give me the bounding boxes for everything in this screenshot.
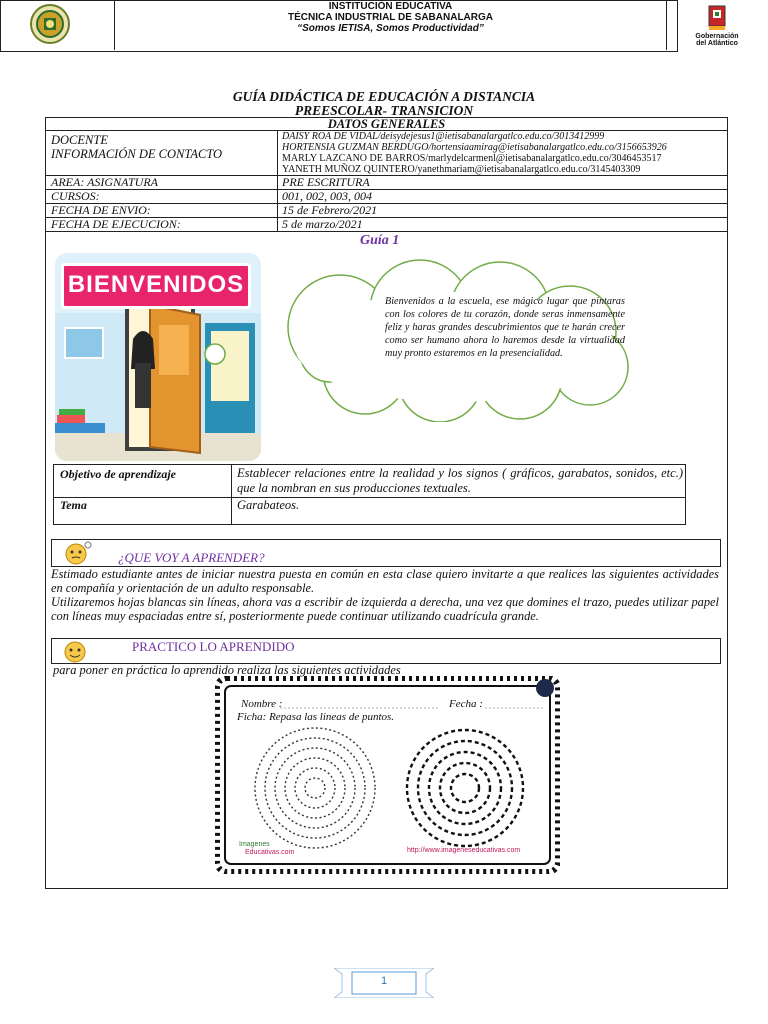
- docente-3: MARLY LAZCANO DE BARROS/marlydelcarmenl@ietisabanalargatlco.edu.co/3046453517: [282, 153, 662, 164]
- aprender-heading-box: [51, 539, 721, 567]
- envio-value: 15 de Febrero/2021: [282, 203, 378, 217]
- smiley-icon: [60, 640, 90, 664]
- school-name: TÉCNICA INDUSTRIAL DE SABANALARGA: [288, 12, 493, 23]
- guia-label: Guía 1: [360, 233, 400, 248]
- school-shield-icon: [0, 0, 114, 50]
- worksheet-instruction: Ficha: Repasa las lineas de puntos.: [237, 711, 395, 723]
- government-logo-cell: [666, 0, 768, 50]
- page-number: 1: [380, 975, 388, 987]
- welcome-banner-text: BIENVENIDOS: [67, 271, 245, 298]
- tema-value: Garabateos.: [237, 498, 300, 512]
- practico-intro: para poner en práctica lo aprendido realiza las siguientes actividades: [53, 663, 401, 677]
- ejecucion-label: FECHA DE EJECUCION:: [51, 217, 181, 231]
- envio-row: [45, 204, 728, 218]
- docente-label: DOCENTE: [51, 133, 108, 147]
- ejecucion-value: 5 de marzo/2021: [282, 217, 363, 231]
- government-name-line2: del Atlántico: [696, 40, 738, 47]
- docente-1: DAISY ROA DE VIDAL/deisydejesus1@ietisabanalargatlco.edu.co/3013412999: [282, 131, 605, 142]
- ejecucion-row: [45, 218, 728, 232]
- envio-label: FECHA DE ENVIO:: [51, 203, 151, 217]
- cursos-row: [45, 190, 728, 204]
- school-slogan: “Somos IETISA, Somos Productividad”: [297, 23, 484, 34]
- docente-2: HORTENSIA GUZMAN BERDUGO/hortensiaamirag@ietisabanalargatlco.edu.co/3156653926: [282, 142, 667, 153]
- area-row: [45, 176, 728, 190]
- guide-subtitle: PREESCOLAR- TRANSICION: [294, 103, 474, 118]
- practico-heading: PRACTICO LO APRENDIDO: [132, 639, 295, 654]
- worksheet-brand-2: Educativas.com: [245, 849, 295, 856]
- thinking-face-icon: [60, 540, 92, 566]
- school-logo-cell: [0, 0, 115, 50]
- datos-heading: DATOS GENERALES: [327, 117, 446, 131]
- worksheet-fecha: Fecha :: [449, 698, 483, 710]
- header-text: [114, 0, 667, 34]
- aprender-paragraph-1: Estimado estudiante antes de iniciar nuestra puesta en común en esta clase quiero invitarte a que realices las siguientes actividades en compañía y orientación de un adulto responsable.: [51, 567, 719, 595]
- datos-heading-row: [45, 117, 728, 131]
- contacto-label: INFORMACIÓN DE CONTACTO: [51, 147, 223, 161]
- worksheet-brand-1: Imagenes: [239, 841, 270, 848]
- government-crest-icon: [667, 2, 767, 32]
- institution-name: INSTITUCIÓN EDUCATIVA: [328, 1, 453, 12]
- docente-4: YANETH MUÑOZ QUINTERO/yanethmariam@ietisabanalargatlco.edu.co/3145403309: [282, 164, 641, 175]
- practico-heading-box: [51, 638, 721, 664]
- aprender-heading: ¿QUE VOY A APRENDER?: [118, 550, 265, 565]
- cloud-message: Bienvenidos a la escuela, ese mágico lugar que pintaras con los colores de tu corazón, donde seras inmensamente feliz y haras grandes descubrimientos que te harán crecer como ser humano ahora lo haremos desde la virtualidad muy pronto estaremos en la presencialidad.: [385, 296, 625, 359]
- aprender-paragraph-2: Utilizaremos hojas blancas sin líneas, ahora vas a escribir de izquierda a derecha, una vez que domines el trazo, puedes utilizar papel con líneas muy espaciadas entre sí, posteriormente puede continuar utilizando cuadrícula grande.: [51, 595, 719, 623]
- worksheet-nombre: Nombre :: [241, 698, 283, 710]
- objetivo-value: Establecer relaciones entre la realidad y los signos ( gráficos, garabatos, sonidos, etc.) que la nombran en sus producciones textuales.: [237, 466, 683, 495]
- tema-label: Tema: [60, 498, 87, 512]
- objetivo-table: [53, 464, 686, 525]
- docente-row: [45, 131, 728, 176]
- guide-title: GUÍA DIDÁCTICA DE EDUCACIÓN A DISTANCIA: [232, 89, 536, 104]
- worksheet-url: http://www.imageneseducativas.com: [407, 847, 521, 854]
- objetivo-label: Objetivo de aprendizaje: [60, 467, 176, 481]
- government-name-line1: Gobernación: [695, 33, 739, 40]
- cursos-label: CURSOS:: [51, 189, 100, 203]
- area-value: PRE ESCRITURA: [282, 175, 370, 189]
- cursos-value: 001, 002, 003, 004: [282, 189, 372, 203]
- worksheet: [215, 676, 560, 874]
- header-table: [0, 0, 739, 52]
- area-label: AREA: ASIGNATURA: [51, 175, 158, 189]
